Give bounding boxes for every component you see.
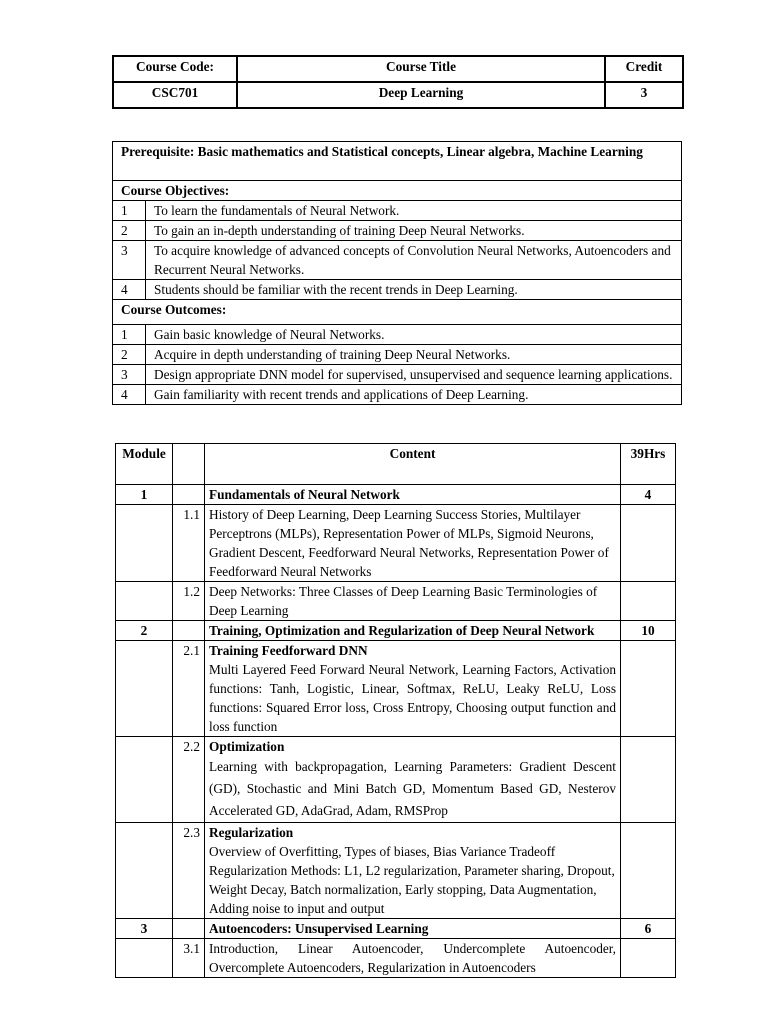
subsection-heading: Optimization xyxy=(209,739,285,754)
outcome-row xyxy=(113,325,682,345)
module-number: 3 xyxy=(116,919,173,939)
outcomes-heading: Course Outcomes: xyxy=(113,300,682,325)
course-code-header: Course Code: xyxy=(113,56,237,82)
subsection-text: Multi Layered Feed Forward Neural Network, Learning Factors, Activation functions: Tanh, Logistic, Linear, Softmax, ReLU, Leaky ReLU, Loss functions: Squared Error loss, Cross Entropy, Choosing output function and loss function xyxy=(209,662,616,734)
module-title: Autoencoders: Unsupervised Learning xyxy=(205,919,621,939)
subsection-number: 2.1 xyxy=(173,641,205,737)
subsection-number: 3.1 xyxy=(173,939,205,978)
objective-number: 3 xyxy=(113,241,146,280)
outcome-text: Acquire in depth understanding of training Deep Neural Networks. xyxy=(146,345,682,365)
outcome-row xyxy=(113,365,682,385)
subsection-number: 1.2 xyxy=(173,582,205,621)
subsection-heading: Regularization xyxy=(209,825,294,840)
module-number: 1 xyxy=(116,485,173,505)
module-column-header: Module xyxy=(116,444,173,485)
subsection-number: 2.2 xyxy=(173,737,205,823)
hours-column-header: 39Hrs xyxy=(621,444,676,485)
subsection-row xyxy=(116,641,676,737)
credit-header: Credit xyxy=(605,56,683,82)
objective-number: 4 xyxy=(113,280,146,300)
objectives-heading: Course Objectives: xyxy=(113,181,682,201)
subsection-number: 1.1 xyxy=(173,505,205,582)
objective-text: To learn the fundamentals of Neural Network. xyxy=(146,201,682,221)
objective-row xyxy=(113,241,682,280)
objective-row xyxy=(113,280,682,300)
course-title-value: Deep Learning xyxy=(237,82,605,108)
objective-text: To acquire knowledge of advanced concepts of Convolution Neural Networks, Autoencoders and Recurrent Neural Networks. xyxy=(146,241,682,280)
subsection-text: Introduction, Linear Autoencoder, Undercomplete Autoencoder, Overcomplete Autoencoders, Regularization in Autoencoders xyxy=(205,939,621,978)
subsection-row xyxy=(116,939,676,978)
objectives-outcomes-table xyxy=(112,141,682,405)
module-title: Fundamentals of Neural Network xyxy=(205,485,621,505)
module-row xyxy=(116,621,676,641)
objective-number: 2 xyxy=(113,221,146,241)
outcome-number: 1 xyxy=(113,325,146,345)
module-row xyxy=(116,919,676,939)
objective-text: To gain an in-depth understanding of training Deep Neural Networks. xyxy=(146,221,682,241)
outcome-text: Gain basic knowledge of Neural Networks. xyxy=(146,325,682,345)
module-hours: 6 xyxy=(621,919,676,939)
module-title: Training, Optimization and Regularization of Deep Neural Network xyxy=(205,621,621,641)
subsection-row xyxy=(116,582,676,621)
subsection-row xyxy=(116,505,676,582)
module-row xyxy=(116,485,676,505)
subsection-number: 2.3 xyxy=(173,823,205,919)
subsection-text: Deep Networks: Three Classes of Deep Learning Basic Terminologies of Deep Learning xyxy=(205,582,621,621)
outcome-number: 3 xyxy=(113,365,146,385)
content-column-header: Content xyxy=(205,444,621,485)
subsection-text: Learning with backpropagation, Learning Parameters: Gradient Descent (GD), Stochastic and Mini Batch GD, Momentum Based GD, Nesterov Accelerated GD, AdaGrad, Adam, RMSProp xyxy=(209,759,616,818)
module-number: 2 xyxy=(116,621,173,641)
course-title-header: Course Title xyxy=(237,56,605,82)
subsection-column-header xyxy=(173,444,205,485)
outcome-text: Gain familiarity with recent trends and applications of Deep Learning. xyxy=(146,385,682,405)
module-hours: 4 xyxy=(621,485,676,505)
outcome-number: 4 xyxy=(113,385,146,405)
subsection-heading: Training Feedforward DNN xyxy=(209,643,368,658)
objective-row xyxy=(113,221,682,241)
module-hours: 10 xyxy=(621,621,676,641)
subsection-row xyxy=(116,737,676,823)
objective-text: Students should be familiar with the recent trends in Deep Learning. xyxy=(146,280,682,300)
credit-value: 3 xyxy=(605,82,683,108)
prerequisite: Prerequisite: Basic mathematics and Statistical concepts, Linear algebra, Machine Learning xyxy=(113,142,682,181)
subsection-text: Overview of Overfitting, Types of biases, Bias Variance Tradeoff Regularization Methods: L1, L2 regularization, Parameter sharing, Dropout, Weight Decay, Batch normalization, Early stopping, Data Augmentation, Adding noise to input and output xyxy=(209,844,615,916)
syllabus-content-table xyxy=(115,443,676,978)
course-header-table xyxy=(112,55,684,109)
course-code-value: CSC701 xyxy=(113,82,237,108)
outcome-text: Design appropriate DNN model for supervised, unsupervised and sequence learning applications. xyxy=(146,365,682,385)
outcome-row xyxy=(113,345,682,365)
outcome-row xyxy=(113,385,682,405)
objective-number: 1 xyxy=(113,201,146,221)
subsection-row xyxy=(116,823,676,919)
subsection-text: History of Deep Learning, Deep Learning Success Stories, Multilayer Perceptrons (MLPs), Representation Power of MLPs, Sigmoid Neurons, Gradient Descent, Feedforward Neural Networks, Representation Power of Feedforward Neural Networks xyxy=(205,505,621,582)
outcome-number: 2 xyxy=(113,345,146,365)
objective-row xyxy=(113,201,682,221)
